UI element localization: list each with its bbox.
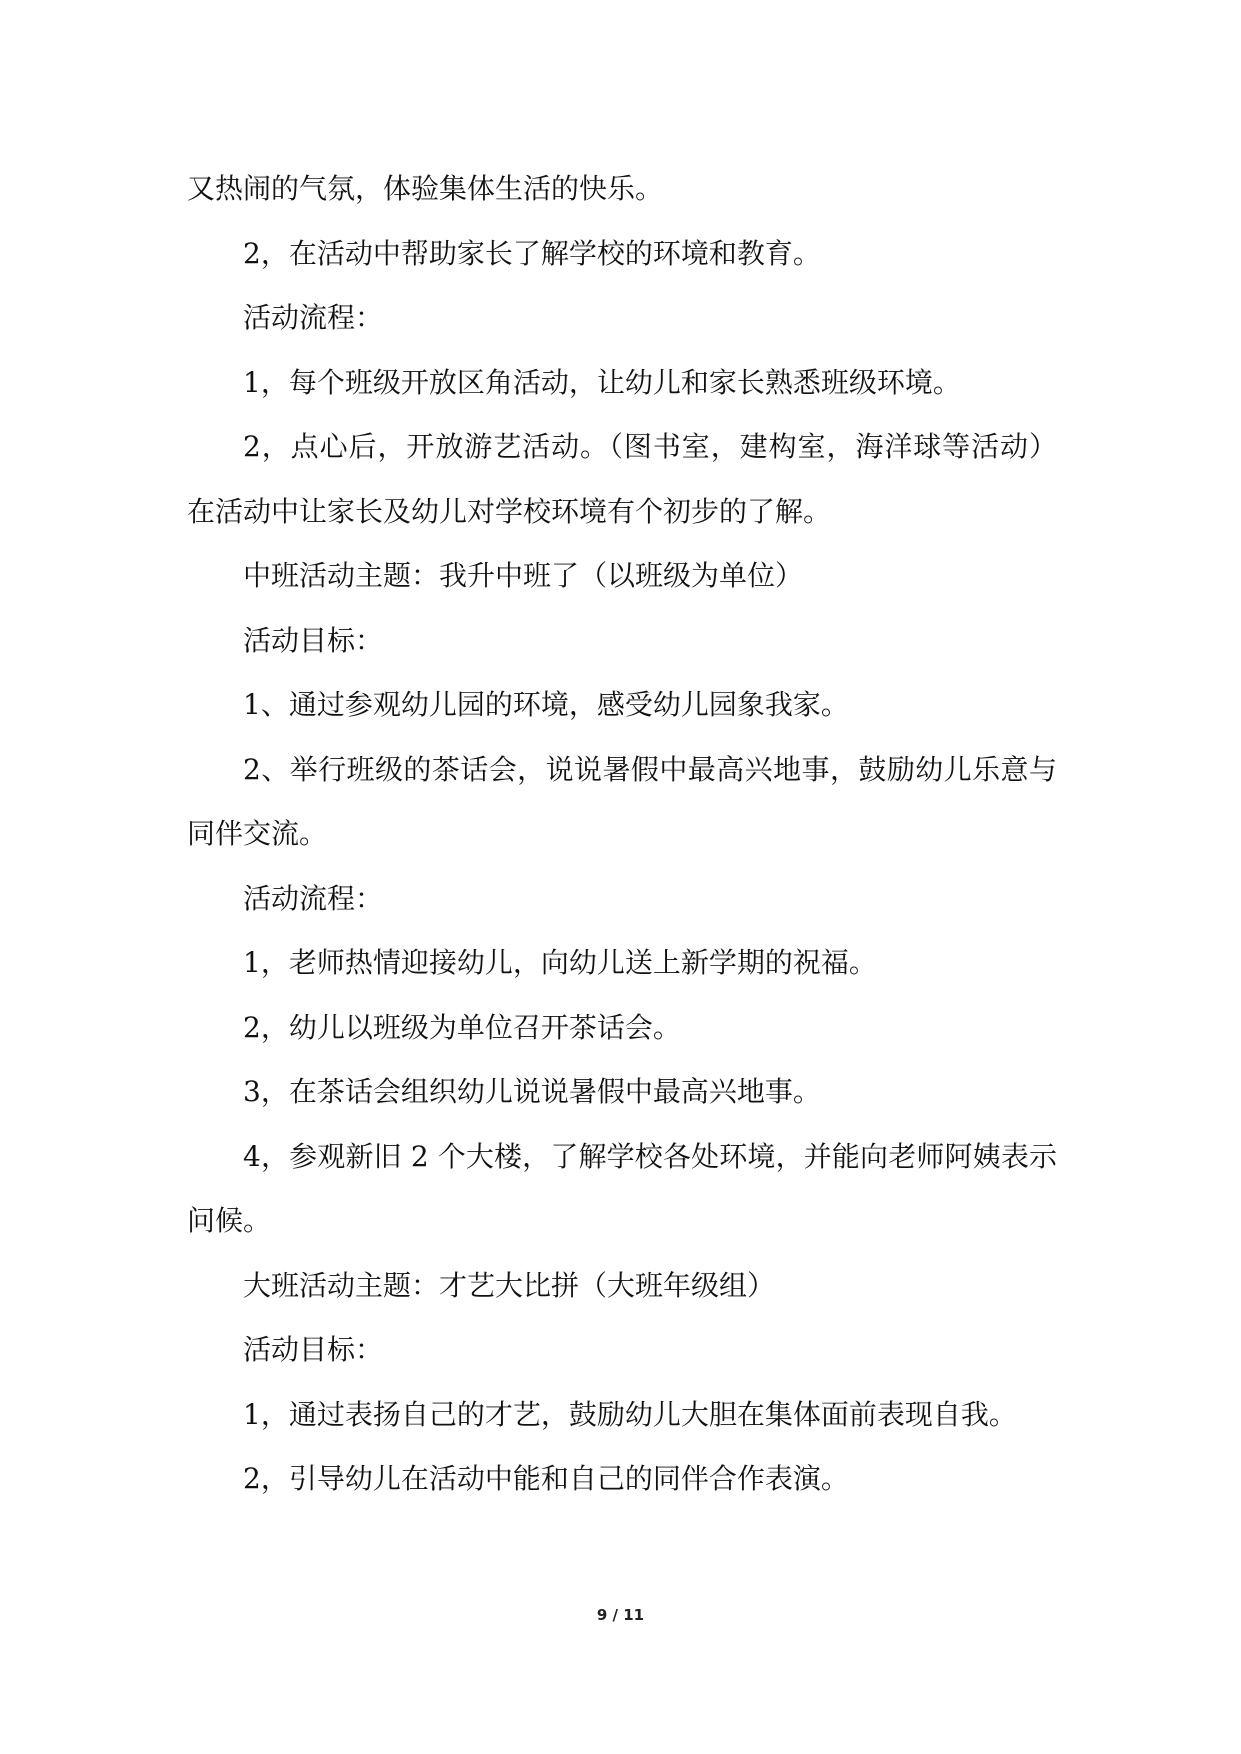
paragraph-continuation: 又热闹的气氛，体验集体生活的快乐。 (187, 172, 664, 205)
paragraph: 2，在活动中帮助家长了解学校的环境和教育。 (243, 236, 821, 270)
paragraph: 3，在茶话会组织幼儿说说暑假中最高兴地事。 (243, 1075, 821, 1108)
paragraph: 2，引导幼儿在活动中能和自己的同伴合作表演。 (243, 1462, 849, 1495)
paragraph: 1、通过参观幼儿园的环境，感受幼儿园象我家。 (243, 688, 849, 721)
section-heading: 大班活动主题：才艺大比拼（大班年级组） (243, 1268, 776, 1302)
section-heading: 中班活动主题：我升中班了（以班级为单位） (243, 559, 804, 592)
document-body (187, 157, 1057, 1512)
section-heading: 活动目标： (243, 623, 384, 657)
paragraph: 1，每个班级开放区角活动，让幼儿和家长熟悉班级环境。 (243, 365, 961, 399)
section-heading: 活动流程： (243, 881, 384, 915)
paragraph: 4，参观新旧 2 个大楼，了解学校各处环境，并能向老师阿姨表示问候。 (187, 1139, 1057, 1237)
paragraph: 1，老师热情迎接幼儿，向幼儿送上新学期的祝福。 (243, 946, 877, 979)
section-heading: 活动流程： (243, 301, 384, 334)
paragraph: 2、举行班级的茶话会，说说暑假中最高兴地事，鼓励幼儿乐意与同伴交流。 (187, 752, 1057, 850)
page-number: 9 / 11 (596, 1606, 645, 1624)
paragraph: 2，点心后，开放游艺活动。（图书室，建构室，海洋球等活动）在活动中让家长及幼儿对学校环境有个初步的了解。 (187, 430, 1057, 528)
paragraph: 1，通过表扬自己的才艺，鼓励幼儿大胆在集体面前表现自我。 (243, 1397, 1017, 1431)
section-heading: 活动目标： (243, 1333, 384, 1366)
paragraph: 2，幼儿以班级为单位召开茶话会。 (243, 1010, 681, 1044)
